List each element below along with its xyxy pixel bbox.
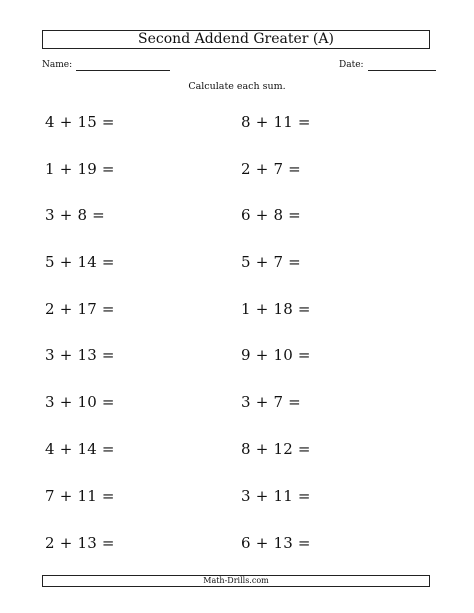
name-field <box>42 59 170 71</box>
date-blank-line[interactable] <box>368 60 436 71</box>
problem-7-right: 3 + 7 = <box>241 393 301 411</box>
problem-1-right: 8 + 11 = <box>241 113 311 131</box>
problem-10-left: 2 + 13 = <box>45 534 115 552</box>
problem-6-right: 9 + 10 = <box>241 346 311 364</box>
problem-5-right: 1 + 18 = <box>241 300 311 318</box>
problem-3-right: 6 + 8 = <box>241 206 301 224</box>
instructions: Calculate each sum. <box>188 81 286 92</box>
problem-6-left: 3 + 13 = <box>45 346 115 364</box>
name-label: Name: <box>42 60 73 70</box>
worksheet-title: Second Addend Greater (A) <box>42 30 430 49</box>
problem-7-left: 3 + 10 = <box>45 393 115 411</box>
problem-9-right: 3 + 11 = <box>241 487 311 505</box>
name-blank-line[interactable] <box>76 60 170 71</box>
problem-1-left: 4 + 15 = <box>45 113 115 131</box>
problem-8-left: 4 + 14 = <box>45 440 115 458</box>
problem-8-right: 8 + 12 = <box>241 440 311 458</box>
problem-9-left: 7 + 11 = <box>45 487 115 505</box>
problem-5-left: 2 + 17 = <box>45 300 115 318</box>
problem-4-left: 5 + 14 = <box>45 253 115 271</box>
problem-2-left: 1 + 19 = <box>45 160 115 178</box>
problem-3-left: 3 + 8 = <box>45 206 105 224</box>
problem-4-right: 5 + 7 = <box>241 253 301 271</box>
problem-10-right: 6 + 13 = <box>241 534 311 552</box>
footer-site-name: Math-Drills.com <box>42 575 430 587</box>
date-label: Date: <box>339 60 364 70</box>
problem-2-right: 2 + 7 = <box>241 160 301 178</box>
date-field <box>339 59 436 71</box>
